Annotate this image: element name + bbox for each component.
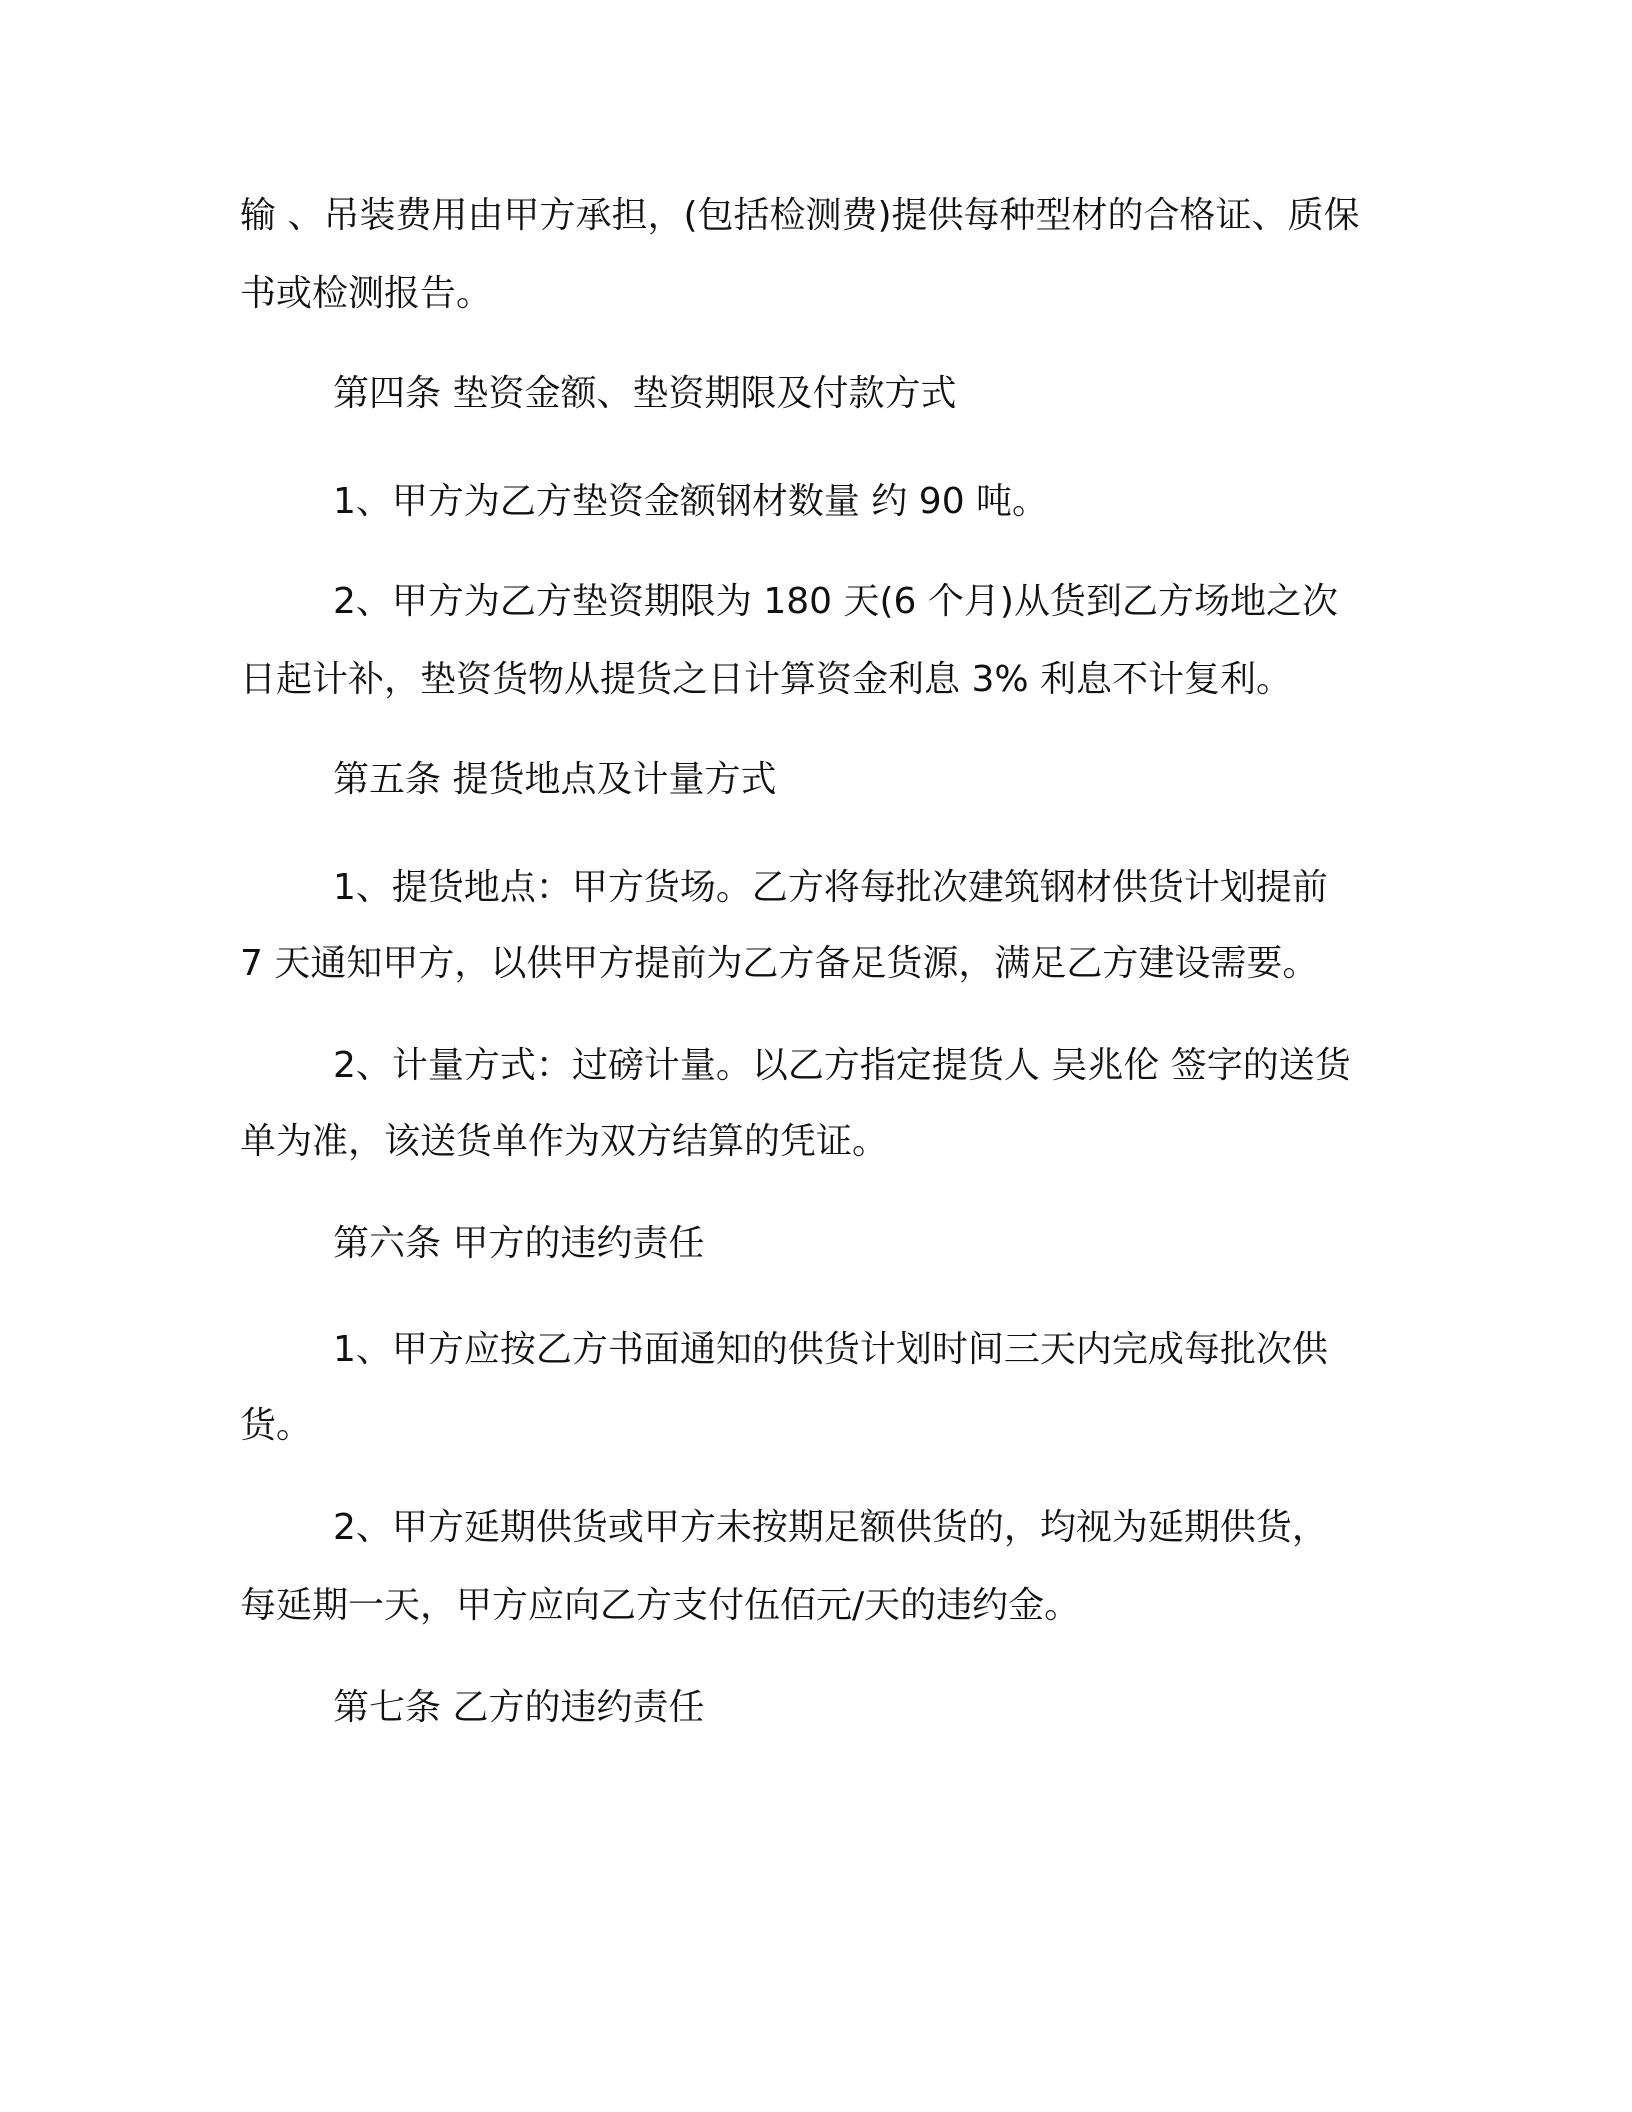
paragraph-line: 1、甲方为乙方垫资金额钢材数量 约 90 吨。 bbox=[333, 481, 1049, 522]
paragraph-line: 2、甲方为乙方垫资期限为 180 天(6 个月)从货到乙方场地之次 bbox=[333, 581, 1338, 622]
paragraph-line: 日起计补，垫资货物从提货之日计算资金利息 3% 利息不计复利。 bbox=[240, 659, 1292, 700]
paragraph-line: 7 天通知甲方，以供甲方提前为乙方备足货源，满足乙方建设需要。 bbox=[240, 943, 1319, 984]
paragraph-line: 书或检测报告。 bbox=[240, 273, 493, 314]
paragraph-line: 1、提货地点：甲方货场。乙方将每批次建筑钢材供货计划提前 bbox=[333, 867, 1328, 908]
section-heading-5: 第五条 提货地点及计量方式 bbox=[333, 759, 777, 800]
paragraph-line: 2、甲方延期供货或甲方未按期足额供货的，均视为延期供货， bbox=[333, 1507, 1328, 1548]
paragraph-line: 2、计量方式：过磅计量。以乙方指定提货人 吴兆伦 签字的送货 bbox=[333, 1045, 1351, 1086]
section-heading-6: 第六条 甲方的违约责任 bbox=[333, 1223, 705, 1264]
paragraph-line: 每延期一天，甲方应向乙方支付伍佰元/天的违约金。 bbox=[240, 1585, 1081, 1626]
paragraph-line: 1、甲方应按乙方书面通知的供货计划时间三天内完成每批次供 bbox=[333, 1329, 1328, 1370]
paragraph-line: 货。 bbox=[240, 1405, 313, 1446]
section-heading-7: 第七条 乙方的违约责任 bbox=[333, 1687, 705, 1728]
paragraph-line: 单为准，该送货单作为双方结算的凭证。 bbox=[240, 1121, 889, 1162]
section-heading-4: 第四条 垫资金额、垫资期限及付款方式 bbox=[333, 373, 957, 414]
paragraph-line: 输 、吊装费用由甲方承担，(包括检测费)提供每种型材的合格证、质保 bbox=[240, 195, 1360, 236]
